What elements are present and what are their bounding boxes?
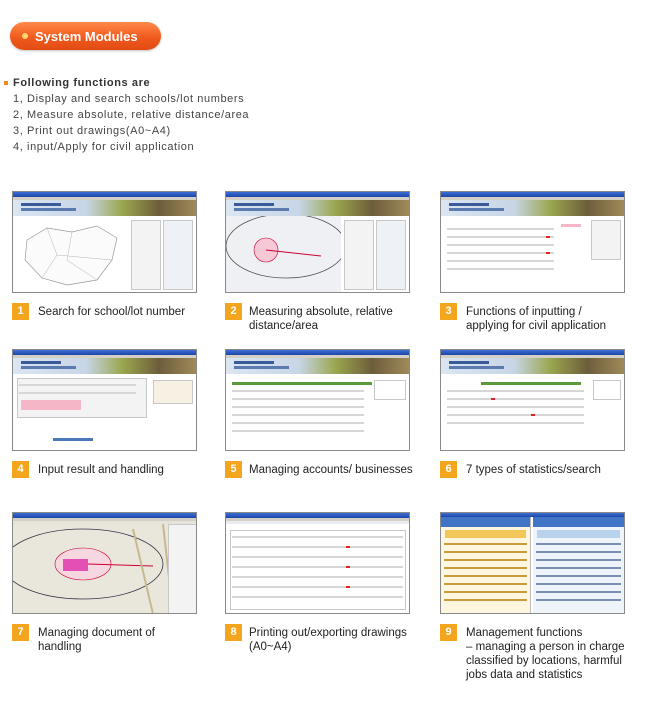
module-number-badge: 4	[12, 461, 29, 478]
module-number-badge: 6	[440, 461, 457, 478]
module-number-badge: 2	[225, 303, 242, 320]
module-label: classified by locations, harmful	[466, 655, 622, 667]
screenshot-accounts[interactable]	[225, 349, 410, 451]
module-number-badge: 9	[440, 624, 457, 641]
module-label: Management functions	[466, 627, 583, 639]
module-label: (A0~A4)	[249, 641, 292, 653]
screenshot-input-result[interactable]	[12, 349, 197, 451]
module-number-badge: 5	[225, 461, 242, 478]
module-number-badge: 8	[225, 624, 242, 641]
module-label: – managing a person in charge	[466, 641, 625, 653]
module-label: Managing document of	[38, 627, 155, 639]
module-number-badge: 3	[440, 303, 457, 320]
functions-intro	[4, 75, 249, 155]
module-label: applying for civil application	[466, 320, 606, 332]
screenshot-statistics[interactable]	[440, 349, 625, 451]
intro-item: 3, Print out drawings(A0~A4)	[13, 125, 171, 137]
screenshot-document-handling[interactable]	[12, 512, 197, 614]
screenshot-civil-application[interactable]	[440, 191, 625, 293]
module-label: Managing accounts/ businesses	[249, 464, 413, 476]
intro-heading-row	[4, 75, 249, 91]
screenshot-distance-measure[interactable]	[225, 191, 410, 293]
module-label: Functions of inputting /	[466, 306, 582, 318]
intro-item: 2, Measure absolute, relative distance/area	[13, 109, 250, 121]
section-title: System Modules	[35, 28, 138, 44]
module-label: 7 types of statistics/search	[466, 464, 601, 476]
intro-heading: Following functions are	[13, 77, 151, 89]
module-label: Printing out/exporting drawings	[249, 627, 407, 639]
section-title-pill	[10, 22, 161, 50]
module-label: handling	[38, 641, 82, 653]
module-label: distance/area	[249, 320, 319, 332]
intro-item: 4, input/Apply for civil application	[13, 141, 195, 153]
module-label: jobs data and statistics	[466, 669, 583, 681]
intro-item: 1, Display and search schools/lot numbers	[13, 93, 245, 105]
square-bullet-icon	[4, 81, 8, 85]
module-label: Measuring absolute, relative	[249, 306, 393, 318]
map-icon	[17, 220, 127, 290]
screenshot-school-search[interactable]	[12, 191, 197, 293]
module-number-badge: 1	[12, 303, 29, 320]
module-label: Input result and handling	[38, 464, 164, 476]
screenshot-printing[interactable]	[225, 512, 410, 614]
bullet-dot-icon	[22, 33, 28, 39]
measure-map-icon	[226, 216, 341, 292]
module-label: Search for school/lot number	[38, 306, 186, 318]
screenshot-management[interactable]	[440, 512, 625, 614]
module-number-badge: 7	[12, 624, 29, 641]
